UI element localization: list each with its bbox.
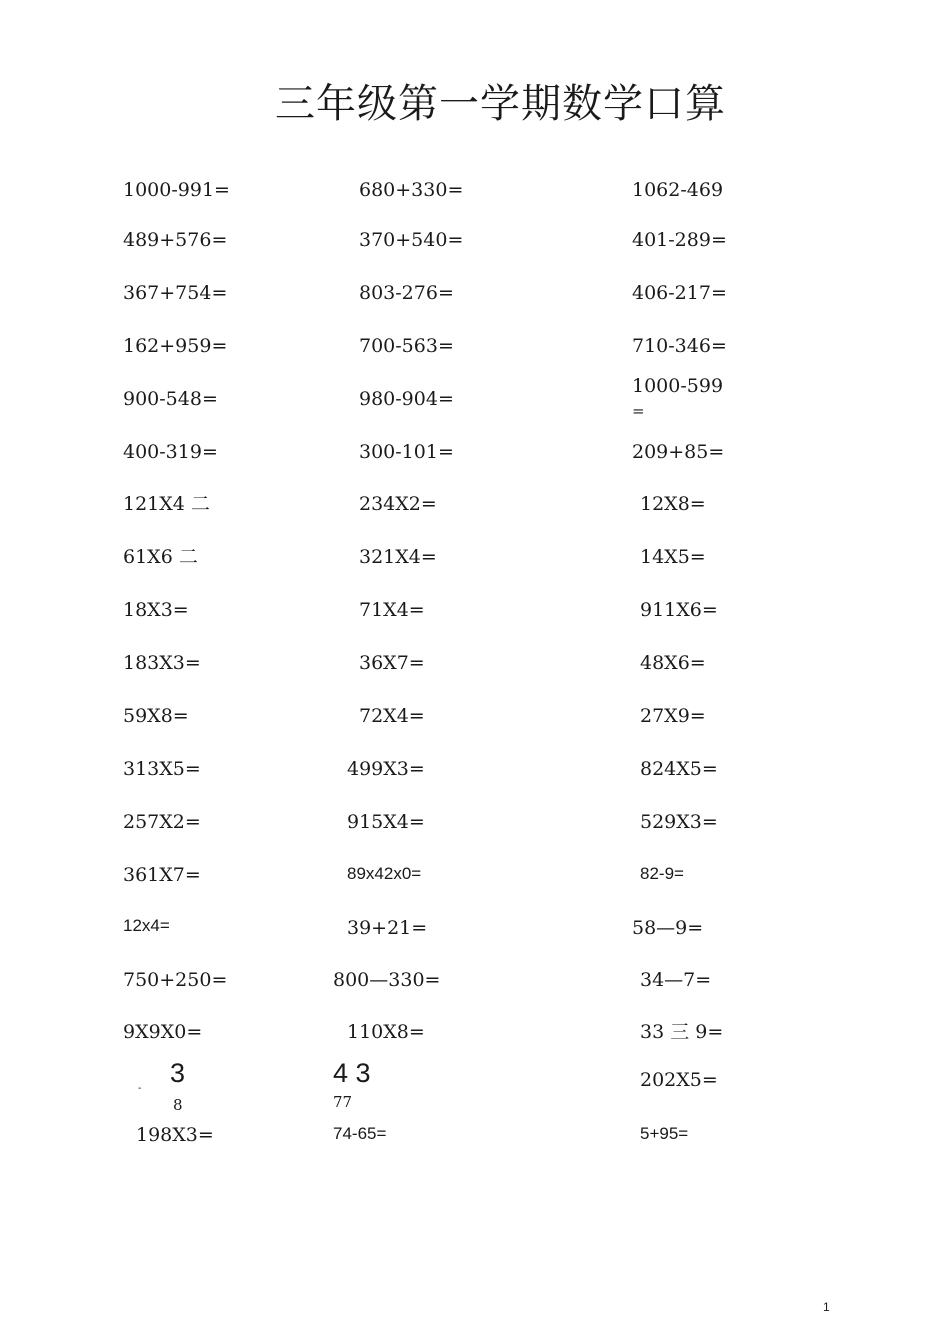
problem-r17-c2: 110X8= — [347, 1021, 425, 1043]
problem-r13-c2: 915X4= — [347, 811, 425, 833]
problem-r5-c3-wrap: = — [632, 402, 645, 420]
problem-r10-c2: 36X7= — [359, 652, 425, 674]
problem-r12-c2: 499X3= — [347, 758, 425, 780]
problem-r3-c2: 803-276= — [359, 282, 454, 304]
problem-r5-c3: 1000-599 — [632, 375, 724, 397]
problem-r18-c3: 202X5= — [640, 1069, 718, 1091]
problem-r9-c1: 18X3= — [123, 599, 189, 621]
problem-r7-c3: 12X8= — [640, 493, 706, 515]
problem-r12-c3: 824X5= — [640, 758, 718, 780]
problem-r9-c2: 71X4= — [359, 599, 425, 621]
fragment-mark: - — [138, 1083, 142, 1094]
problem-r13-c3: 529X3= — [640, 811, 718, 833]
problem-r3-c1: 367+754= — [123, 282, 228, 304]
problem-r14-c1: 361X7= — [123, 864, 201, 886]
problem-r19-c1: 198X3= — [136, 1124, 214, 1146]
problem-r2-c3: 401-289= — [632, 229, 727, 251]
problem-r2-c1: 489+576= — [123, 229, 228, 251]
problem-r1-c3: 1062-469 — [632, 179, 724, 201]
problem-r8-c2: 321X4= — [359, 546, 437, 568]
problem-r1-c1: 1000-991= — [123, 179, 230, 201]
problem-r11-c2: 72X4= — [359, 705, 425, 727]
problem-r9-c3: 911X6= — [640, 599, 718, 621]
problem-r16-c2: 800—330= — [333, 969, 441, 991]
problem-r4-c2: 700-563= — [359, 335, 454, 357]
problem-r11-c3: 27X9= — [640, 705, 706, 727]
problem-r4-c3: 710-346= — [632, 335, 727, 357]
problem-r14-c2: 89x42x0= — [347, 864, 422, 883]
problem-r14-c3: 82-9= — [640, 864, 684, 883]
problem-r17-c3: 33 三 9= — [640, 1021, 724, 1043]
problem-r7-c1: 121X4 二 — [123, 493, 210, 515]
problem-r3-c3: 406-217= — [632, 282, 727, 304]
problem-r6-c2: 300-101= — [359, 441, 454, 463]
problem-r8-c1: 61X6 二 — [123, 546, 198, 568]
page-number: 1 — [823, 1300, 830, 1314]
problem-r12-c1: 313X5= — [123, 758, 201, 780]
problem-r15-c1: 12x4= — [123, 916, 170, 935]
page-title: 三年级第一学期数学口算 — [275, 81, 726, 127]
fragment-digits-4-3: 4 3 — [333, 1058, 371, 1088]
problem-r7-c2: 234X2= — [359, 493, 437, 515]
problem-r4-c1: 162+959= — [123, 335, 228, 357]
problem-r1-c2: 680+330= — [359, 179, 464, 201]
problem-r19-c3: 5+95= — [640, 1124, 689, 1143]
fragment-digit-3: 3 — [170, 1058, 186, 1088]
problem-r10-c1: 183X3= — [123, 652, 201, 674]
problem-r13-c1: 257X2= — [123, 811, 201, 833]
problem-r15-c3: 58—9= — [632, 917, 704, 939]
problem-r16-c1: 750+250= — [123, 969, 228, 991]
problem-r15-c2: 39+21= — [347, 917, 428, 939]
problem-r5-c2: 980-904= — [359, 388, 454, 410]
problem-r6-c1: 400-319= — [123, 441, 218, 463]
fragment-digit-8: 8 — [173, 1096, 183, 1114]
fragment-digits-77: 77 — [333, 1093, 353, 1111]
problem-r8-c3: 14X5= — [640, 546, 706, 568]
problem-r16-c3: 34—7= — [640, 969, 712, 991]
problem-r2-c2: 370+540= — [359, 229, 464, 251]
problem-r10-c3: 48X6= — [640, 652, 706, 674]
problem-r17-c1: 9X9X0= — [123, 1021, 203, 1043]
problem-r5-c1: 900-548= — [123, 388, 218, 410]
problem-r19-c2: 74-65= — [333, 1124, 387, 1143]
problem-r6-c3: 209+85= — [632, 441, 725, 463]
problem-r11-c1: 59X8= — [123, 705, 189, 727]
